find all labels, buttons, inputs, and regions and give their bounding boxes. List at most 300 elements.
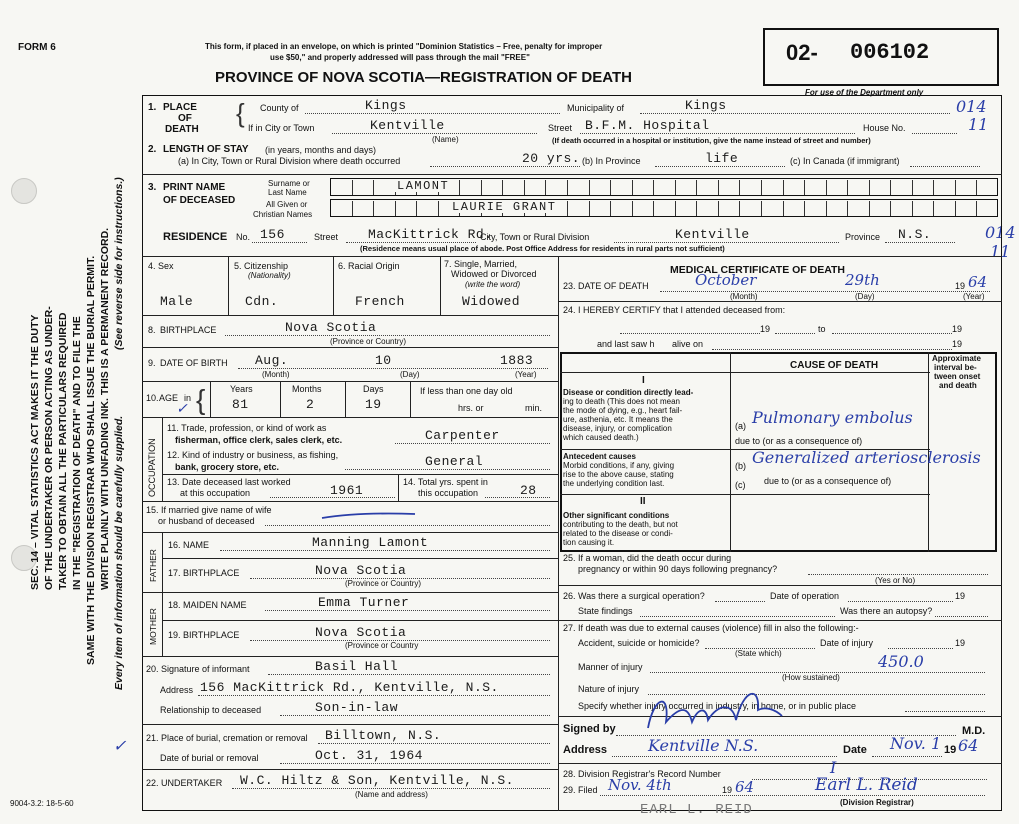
interval-label-1: Approximate bbox=[932, 354, 981, 363]
cause-b: Generalized arteriosclerosis bbox=[752, 448, 981, 467]
other-2: contributing to the death, but not bbox=[563, 520, 678, 529]
last-worked-label-2: at this occupation bbox=[180, 488, 251, 498]
residence-note: (Residence means usual place of abode. Post Office Address for residents in rural parts not sufficient) bbox=[360, 244, 725, 253]
county-line bbox=[305, 113, 560, 114]
name-grid-cell bbox=[567, 201, 568, 216]
stay-label: LENGTH OF STAY bbox=[163, 144, 249, 155]
place-brace: { bbox=[236, 98, 245, 128]
q29-line bbox=[600, 795, 985, 796]
q29-label: 29. Filed bbox=[563, 785, 598, 795]
burial-date: Oct. 31, 1964 bbox=[315, 748, 423, 763]
residence-label: RESIDENCE bbox=[163, 231, 228, 243]
name-grid-cell bbox=[804, 201, 805, 216]
margin-check-mark: ✓ bbox=[113, 736, 127, 755]
cause-line-2 bbox=[560, 494, 930, 495]
age-years: 81 bbox=[232, 397, 249, 412]
citizenship-label: 5. Citizenship bbox=[234, 261, 289, 271]
residence-city-line bbox=[614, 242, 839, 243]
q27-label: 27. If death was due to external causes (violence) fill in also the following:- bbox=[563, 623, 859, 633]
name-grid-cell bbox=[696, 180, 697, 195]
sex-value: Male bbox=[160, 294, 194, 309]
industry-value: General bbox=[425, 454, 484, 469]
residence-province-label: Province bbox=[845, 232, 881, 242]
disease-text-6: which caused death.) bbox=[563, 433, 639, 442]
alive-label: alive on bbox=[672, 339, 704, 349]
med-divider-3 bbox=[558, 620, 1002, 621]
cause-header-line bbox=[560, 372, 930, 373]
trade-label-1: 11. Trade, profession, or kind of work as bbox=[167, 423, 327, 433]
days-label: Days bbox=[363, 384, 384, 394]
birthplace-caption: (Province or Country) bbox=[330, 337, 407, 346]
municipality-label: Municipality of bbox=[567, 103, 625, 113]
place-num: 1. bbox=[148, 102, 157, 113]
age-label: AGE bbox=[159, 393, 179, 403]
trade-label-2: fisherman, office clerk, sales clerk, etc. bbox=[175, 435, 343, 445]
certify-line-3 bbox=[832, 333, 952, 334]
age-col-4 bbox=[410, 381, 411, 417]
death-date-day: 29th bbox=[845, 271, 880, 289]
street-line bbox=[580, 133, 855, 134]
surname-label-2: Last Name bbox=[268, 188, 307, 197]
divider-2 bbox=[142, 256, 1002, 257]
place-label-3: DEATH bbox=[165, 124, 199, 135]
divider-10 bbox=[162, 558, 558, 559]
md-label: M.D. bbox=[962, 725, 986, 737]
father-birthplace-label: 17. BIRTHPLACE bbox=[168, 568, 240, 578]
side-note-line-1: SEC. 14 – VITAL STATISTICS ACT MAKES IT THE DUTY bbox=[29, 314, 41, 590]
side-note-line-4: IN THE "REGISTRATION OF DEATH" AND TO FILE THE bbox=[71, 316, 83, 590]
father-birthplace: Nova Scotia bbox=[315, 563, 407, 578]
manner-value: 450.0 bbox=[878, 652, 924, 671]
cause-title: CAUSE OF DEATH bbox=[790, 360, 879, 371]
side-note-line-3: TAKER TO OBTAIN ALL THE PARTICULARS REQUIRED bbox=[57, 312, 69, 590]
due-to-a: due to (or as a consequence of) bbox=[735, 436, 863, 446]
name-grid-cell bbox=[502, 180, 503, 195]
residence-city-label: City, Town or Rural Division bbox=[480, 232, 590, 242]
spouse-label-1: 15. If married give name of wife bbox=[146, 505, 272, 515]
death-date-label: 23. DATE OF DEATH bbox=[563, 281, 649, 291]
marital-value: Widowed bbox=[462, 294, 521, 309]
name-grid-cell bbox=[783, 180, 784, 195]
industry-line bbox=[345, 469, 550, 470]
city-name-caption: (Name) bbox=[432, 135, 459, 144]
physician-date-label: Date bbox=[843, 744, 867, 756]
informant-relationship-line bbox=[280, 715, 550, 716]
age-num: 10. bbox=[146, 393, 159, 403]
father-name-label: 16. NAME bbox=[168, 540, 210, 550]
residence-street: MacKittrick Rd. bbox=[368, 227, 493, 242]
name-grid-cell bbox=[653, 180, 654, 195]
dob-num: 9. bbox=[148, 358, 156, 368]
name-grid-cell bbox=[352, 201, 353, 216]
name-grid-cell bbox=[610, 201, 611, 216]
residence-city: Kentville bbox=[675, 227, 750, 242]
city-line bbox=[332, 133, 537, 134]
residence-province-line bbox=[885, 242, 955, 243]
name-grid-cell bbox=[976, 180, 977, 195]
name-grid-cell bbox=[912, 180, 913, 195]
death-year-caption: (Year) bbox=[963, 292, 985, 301]
occupation-side-divider bbox=[162, 417, 163, 501]
name-grid-cell bbox=[675, 201, 676, 216]
name-grid-cell bbox=[804, 180, 805, 195]
marital-label-1: 7. Single, Married, bbox=[444, 259, 518, 269]
surname-value: LAMONT bbox=[397, 179, 450, 193]
trade-value: Carpenter bbox=[425, 428, 500, 443]
divider-6 bbox=[142, 417, 558, 418]
physician-date-prefix: 19 bbox=[944, 744, 957, 756]
physician-address-label: Address bbox=[563, 744, 608, 756]
certify-to: to bbox=[818, 324, 826, 334]
stay-b-label: (b) In Province bbox=[582, 156, 641, 166]
name-grid-cell bbox=[955, 180, 956, 195]
name-grid-cell bbox=[869, 201, 870, 216]
city-value: Kentville bbox=[370, 118, 445, 133]
physician-signature bbox=[660, 716, 765, 730]
death-day-caption: (Day) bbox=[855, 292, 875, 301]
other-4: tion causing it. bbox=[563, 538, 615, 547]
accident-label: Accident, suicide or homicide? bbox=[578, 638, 700, 648]
antecedent-4: the underlying condition last. bbox=[563, 479, 665, 488]
divider-8 bbox=[142, 501, 558, 502]
total-yrs-label-1: 14. Total yrs. spent in bbox=[403, 477, 488, 487]
dob-month: Aug. bbox=[255, 353, 289, 368]
citizenship-value: Cdn. bbox=[245, 294, 279, 309]
alive-19: 19 bbox=[952, 339, 963, 349]
death-month-caption: (Month) bbox=[730, 292, 758, 301]
hrs-label: hrs. or bbox=[458, 403, 484, 413]
residence-street-label: Street bbox=[314, 232, 339, 242]
place-label-1: PLACE bbox=[163, 102, 197, 113]
physician-address: Kentville N.S. bbox=[648, 736, 759, 755]
antecedent-3: rise to the above cause, stating bbox=[563, 470, 674, 479]
total-yrs-line bbox=[485, 497, 550, 498]
name-grid-cell bbox=[761, 180, 762, 195]
cause-b-label: (b) bbox=[735, 461, 746, 471]
page-title: PROVINCE OF NOVA SCOTIA—REGISTRATION OF DEATH bbox=[215, 69, 632, 86]
name-grid-cell bbox=[524, 180, 525, 195]
father-side-divider bbox=[162, 532, 163, 592]
mother-side-divider bbox=[162, 592, 163, 656]
col-divider-a bbox=[228, 256, 229, 315]
age-months: 2 bbox=[306, 397, 315, 412]
name-grid-cell bbox=[545, 180, 546, 195]
certify-line-2 bbox=[775, 333, 815, 334]
age-col-2 bbox=[280, 381, 281, 417]
op-date-line bbox=[848, 601, 953, 602]
father-name: Manning Lamont bbox=[312, 535, 429, 550]
stay-a-line bbox=[430, 166, 580, 167]
stay-a-label: (a) In City, Town or Rural Division where death occurred bbox=[178, 156, 401, 166]
name-grid-cell bbox=[933, 201, 934, 216]
name-grid-cell bbox=[632, 180, 633, 195]
disease-text-2: ing to death (This does not mean bbox=[563, 397, 680, 406]
given-value: LAURIE GRANT bbox=[452, 200, 557, 214]
undertaker-label: 22. UNDERTAKER bbox=[146, 778, 223, 788]
name-grid-cell bbox=[912, 201, 913, 216]
stay-note: (in years, months and days) bbox=[265, 145, 377, 155]
state-findings-line bbox=[640, 616, 835, 617]
cause-a: Pulmonary embolus bbox=[752, 408, 913, 427]
racial-label: 6. Racial Origin bbox=[338, 261, 400, 271]
mother-maiden: Emma Turner bbox=[318, 595, 410, 610]
informant-sig-line bbox=[268, 674, 550, 675]
burial-place: Billtown, N.S. bbox=[325, 728, 442, 743]
record-number: I bbox=[830, 758, 837, 777]
months-label: Months bbox=[292, 384, 322, 394]
name-grid-cell bbox=[890, 180, 891, 195]
age-col-3 bbox=[345, 381, 346, 417]
mother-maiden-line bbox=[265, 610, 550, 611]
age-days: 19 bbox=[365, 397, 382, 412]
marital-label-3: (write the word) bbox=[465, 280, 521, 289]
name-grid-cell bbox=[826, 180, 827, 195]
stay-c-label: (c) In Canada (if immigrant) bbox=[790, 156, 900, 166]
burial-place-line bbox=[318, 743, 550, 744]
municipality-value: Kings bbox=[685, 98, 727, 113]
q26-label: 26. Was there a surgical operation? bbox=[563, 591, 705, 601]
form-number: FORM 6 bbox=[18, 42, 56, 53]
certify-label: 24. I HEREBY CERTIFY that I attended deceased from: bbox=[563, 305, 786, 315]
q25-line-1: 25. If a woman, did the death occur during bbox=[563, 553, 732, 563]
name-grid-cell bbox=[438, 201, 439, 216]
name-grid-cell bbox=[761, 201, 762, 216]
residence-street-line bbox=[346, 242, 476, 243]
last-worked-value: 1961 bbox=[330, 483, 364, 498]
dob-year: 1883 bbox=[500, 353, 534, 368]
injury-date-label: Date of injury bbox=[820, 638, 874, 648]
col-divider-b bbox=[333, 256, 334, 315]
county-value: Kings bbox=[365, 98, 407, 113]
name-grid-cell bbox=[826, 201, 827, 216]
informant-address-line bbox=[198, 695, 550, 696]
death-date-year: 64 bbox=[968, 273, 988, 291]
dob-line bbox=[238, 368, 548, 369]
death-date-year-prefix: 19 bbox=[955, 281, 966, 291]
specify-label: Specify whether injury occurred in industry, in home, or in public place bbox=[578, 701, 856, 711]
margin-code-2: 11 bbox=[968, 115, 989, 134]
center-divider bbox=[558, 256, 559, 811]
name-grid-cell bbox=[933, 180, 934, 195]
name-label-1: PRINT NAME bbox=[163, 182, 226, 193]
name-grid-cell bbox=[890, 201, 891, 216]
industry-label-2: bank, grocery store, etc. bbox=[175, 462, 280, 472]
name-grid-cell bbox=[847, 201, 848, 216]
residence-no: 156 bbox=[260, 227, 285, 242]
name-grid-cell bbox=[459, 180, 460, 195]
birthplace-label: BIRTHPLACE bbox=[160, 325, 217, 335]
disease-text-4: ure, asthenia, etc. It means the bbox=[563, 415, 673, 424]
burial-place-label: 21. Place of burial, cremation or removal bbox=[146, 733, 308, 743]
disease-text-3: the mode of dying, e.g., heart fail- bbox=[563, 406, 683, 415]
divider-11 bbox=[142, 592, 558, 593]
divider-7 bbox=[162, 474, 558, 475]
sex-label: 4. Sex bbox=[148, 261, 174, 271]
physician-date-year: 64 bbox=[958, 736, 979, 755]
last-worked-label-1: 13. Date deceased last worked bbox=[167, 477, 291, 487]
med-divider-5 bbox=[558, 763, 1002, 764]
cause-box-col-1 bbox=[730, 352, 731, 552]
signed-label: Signed by bbox=[563, 723, 616, 735]
name-grid-cell bbox=[653, 201, 654, 216]
informant-sig-label: 20. Signature of informant bbox=[146, 664, 250, 674]
racial-value: French bbox=[355, 294, 405, 309]
q28-label: 28. Division Registrar's Record Number bbox=[563, 769, 721, 779]
physician-signature-mark bbox=[640, 676, 790, 742]
registrar-signature: Earl L. Reid bbox=[815, 775, 918, 795]
alive-line bbox=[712, 349, 952, 350]
registrar-stamp: EARL L. REID bbox=[640, 802, 753, 818]
municipality-line bbox=[640, 113, 950, 114]
informant-relationship-label: Relationship to deceased bbox=[160, 705, 262, 715]
father-birthplace-caption: (Province or Country) bbox=[345, 579, 422, 588]
physician-date: Nov. 1 bbox=[890, 734, 942, 753]
divider-4 bbox=[142, 347, 558, 348]
other-3: related to the disease or condi- bbox=[563, 529, 673, 538]
last-saw-label: and last saw h bbox=[597, 339, 655, 349]
part-one-label: I bbox=[642, 375, 645, 386]
dob-day-caption: (Day) bbox=[400, 370, 420, 379]
margin-code-4: 11 bbox=[990, 242, 1011, 261]
name-grid-cell bbox=[373, 201, 374, 216]
street-label: Street bbox=[548, 123, 573, 133]
q25-line-2: pregnancy or within 90 days following pregnancy? bbox=[578, 564, 778, 574]
divider-5 bbox=[142, 381, 558, 382]
name-num: 3. bbox=[148, 182, 157, 193]
undertaker-value: W.C. Hiltz & Son, Kentville, N.S. bbox=[240, 773, 514, 788]
mother-maiden-label: 18. MAIDEN NAME bbox=[168, 600, 247, 610]
op-date-19: 19 bbox=[955, 591, 966, 601]
autopsy-line bbox=[935, 616, 988, 617]
father-name-line bbox=[220, 550, 550, 551]
name-grid-cell bbox=[718, 180, 719, 195]
name-grid-cell bbox=[869, 180, 870, 195]
dob-day: 10 bbox=[375, 353, 392, 368]
name-grid-cell bbox=[955, 201, 956, 216]
marital-label-2: Widowed or Divorced bbox=[451, 269, 537, 279]
name-grid-cell bbox=[696, 201, 697, 216]
age-col-1 bbox=[210, 381, 211, 417]
undertaker-caption: (Name and address) bbox=[355, 790, 428, 799]
manner-label: Manner of injury bbox=[578, 662, 643, 672]
trade-line bbox=[395, 443, 550, 444]
residence-province: N.S. bbox=[898, 227, 932, 242]
stay-c-line bbox=[910, 166, 980, 167]
name-grid-cell bbox=[739, 201, 740, 216]
disease-text-1: Disease or condition directly lead- bbox=[563, 388, 694, 397]
due-to-b: due to (or as a consequence of) bbox=[764, 476, 892, 486]
mother-birthplace: Nova Scotia bbox=[315, 625, 407, 640]
form-code: 9004-3.2: 18-5-60 bbox=[10, 799, 74, 808]
med-divider-1 bbox=[558, 301, 1002, 302]
undertaker-line bbox=[232, 788, 550, 789]
city-label: If in City or Town bbox=[248, 123, 315, 133]
part-two-label: II bbox=[640, 496, 646, 507]
surname-label-1: Surname or bbox=[268, 179, 310, 188]
age-brace: { bbox=[196, 384, 206, 415]
divider-15 bbox=[142, 769, 558, 770]
dob-label: DATE OF BIRTH bbox=[160, 358, 228, 368]
side-note-line-6: WRITE PLAINLY WITH UNFADING INK. THIS IS A PERMANENT RECORD. bbox=[99, 227, 111, 590]
name-grid-cell bbox=[373, 180, 374, 195]
burial-date-label: Date of burial or removal bbox=[160, 753, 259, 763]
name-grid-cell bbox=[481, 180, 482, 195]
envelope-note-1: This form, if placed in an envelope, on which is printed "Dominion Statistics – Free, penalty for improper bbox=[205, 42, 603, 51]
name-grid-cell bbox=[783, 201, 784, 216]
margin-code-3: 014 bbox=[985, 223, 1016, 242]
med-divider-2 bbox=[558, 585, 1002, 586]
years-label: Years bbox=[230, 384, 253, 394]
name-grid-cell bbox=[589, 201, 590, 216]
divider-1 bbox=[142, 174, 1002, 175]
name-grid-cell bbox=[847, 180, 848, 195]
filed-year: 64 bbox=[735, 778, 755, 796]
antecedent-2: Morbid conditions, if any, giving bbox=[563, 461, 675, 470]
name-grid-cell bbox=[739, 180, 740, 195]
stay-b-value: life bbox=[705, 151, 739, 166]
injury-date-line bbox=[888, 648, 953, 649]
burial-date-line bbox=[280, 763, 550, 764]
antecedent-1: Antecedent causes bbox=[563, 452, 636, 461]
birthplace-num: 8. bbox=[148, 325, 156, 335]
citizenship-note: (Nationality) bbox=[248, 271, 291, 280]
state-which-caption: (State which) bbox=[735, 649, 782, 658]
interval-label-3: tween onset bbox=[934, 372, 981, 381]
q25-line bbox=[808, 574, 988, 575]
how-sustained-caption: (How sustained) bbox=[782, 673, 840, 682]
physician-address-line bbox=[612, 756, 837, 757]
divider-12 bbox=[162, 620, 558, 621]
name-grid-cell bbox=[395, 201, 396, 216]
interval-label-2: interval be- bbox=[934, 363, 977, 372]
name-grid-cell bbox=[610, 180, 611, 195]
industry-label-1: 12. Kind of industry or business, as fishing, bbox=[167, 450, 339, 460]
informant-relationship: Son-in-law bbox=[315, 700, 399, 715]
occupation-side-label: OCCUPATION bbox=[147, 438, 157, 497]
total-yrs-label-2: this occupation bbox=[418, 488, 479, 498]
given-grid bbox=[330, 199, 998, 217]
total-yrs-value: 28 bbox=[520, 483, 537, 498]
autopsy-label: Was there an autopsy? bbox=[840, 606, 933, 616]
county-label: County of bbox=[260, 103, 299, 113]
age-check-mark: ✓ bbox=[176, 401, 188, 417]
divider-14 bbox=[142, 724, 558, 725]
disease-text-5: disease, injury, or complication bbox=[563, 424, 672, 433]
residence-no-label: No. bbox=[236, 232, 251, 242]
interval-label-4: and death bbox=[939, 381, 977, 390]
envelope-note-2: use $50," and properly addressed will pass through the mail "FREE" bbox=[270, 53, 530, 62]
registration-prefix: 02- bbox=[786, 40, 818, 65]
other-1: Other significant conditions bbox=[563, 511, 670, 520]
age-in: in bbox=[184, 393, 192, 403]
medical-title: MEDICAL CERTIFICATE OF DEATH bbox=[670, 264, 845, 276]
name-grid-cell bbox=[976, 201, 977, 216]
cause-c-label: (c) bbox=[735, 480, 746, 490]
col-divider-c bbox=[440, 256, 441, 315]
under-day-label: If less than one day old bbox=[420, 386, 513, 396]
certify-19-b: 19 bbox=[952, 324, 963, 334]
stay-num: 2. bbox=[148, 144, 157, 155]
certify-line-1 bbox=[620, 333, 760, 334]
place-label-2: OF bbox=[178, 113, 192, 124]
informant-name: Basil Hall bbox=[315, 659, 399, 674]
registration-number: 006102 bbox=[850, 40, 930, 65]
house-line bbox=[912, 133, 957, 134]
filed-year-prefix: 19 bbox=[722, 785, 733, 795]
birthplace-line bbox=[225, 335, 550, 336]
name-grid-cell bbox=[567, 180, 568, 195]
father-side-label: FATHER bbox=[148, 549, 158, 582]
